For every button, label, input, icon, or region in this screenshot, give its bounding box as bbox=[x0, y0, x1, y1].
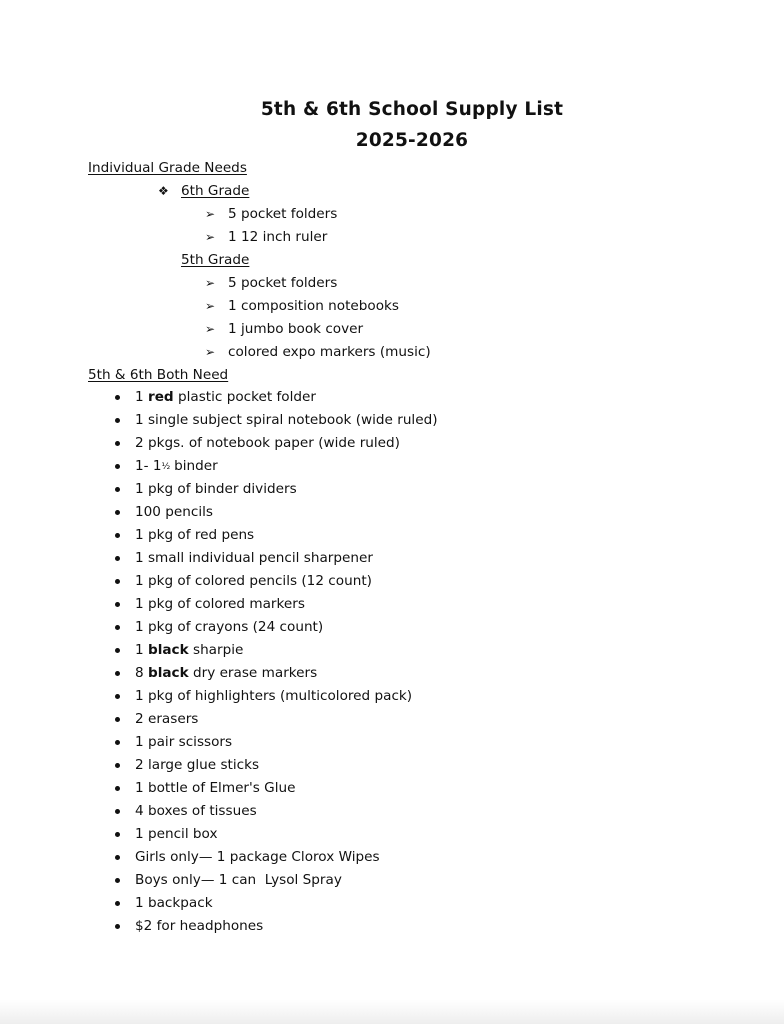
bullet-icon bbox=[115, 648, 120, 653]
grade6-item: 5 pocket folders bbox=[228, 206, 338, 222]
bullet-icon bbox=[115, 487, 120, 492]
grade5-item: 5 pocket folders bbox=[228, 275, 338, 291]
grade5-item: 1 jumbo book cover bbox=[228, 321, 364, 337]
bullet-icon bbox=[115, 464, 120, 469]
bullet-icon bbox=[115, 395, 120, 400]
list-item: 1 pkg of crayons (24 count) bbox=[135, 619, 324, 635]
bullet-icon bbox=[115, 556, 120, 561]
bullet-icon bbox=[115, 832, 120, 837]
arrow-bullet-icon: ➢ bbox=[205, 207, 216, 221]
bullet-icon bbox=[115, 786, 120, 791]
school-year: 2025-2026 bbox=[355, 130, 469, 151]
list-item: 2 pkgs. of notebook paper (wide ruled) bbox=[135, 435, 400, 451]
list-item: 1 small individual pencil sharpener bbox=[135, 550, 373, 566]
grade5-heading: 5th Grade bbox=[181, 252, 250, 268]
list-item: 1 red plastic pocket folder bbox=[135, 389, 316, 405]
arrow-bullet-icon: ➢ bbox=[205, 345, 216, 359]
arrow-bullet-icon: ➢ bbox=[205, 230, 216, 244]
list-item: 1 bottle of Elmer's Glue bbox=[135, 780, 296, 796]
bullet-icon bbox=[115, 671, 120, 676]
list-item: 1 pencil box bbox=[135, 826, 218, 842]
arrow-bullet-icon: ➢ bbox=[205, 322, 216, 336]
grade5-item: 1 composition notebooks bbox=[228, 298, 400, 314]
list-item: 1 pkg of red pens bbox=[135, 527, 255, 543]
bullet-icon bbox=[115, 855, 120, 860]
list-item: 1 pair scissors bbox=[135, 734, 233, 750]
bullet-icon bbox=[115, 717, 120, 722]
list-item: Girls only— 1 package Clorox Wipes bbox=[135, 849, 380, 865]
page-bottom-edge bbox=[0, 1000, 784, 1024]
list-item: 1 backpack bbox=[135, 895, 213, 911]
bullet-icon bbox=[115, 602, 120, 607]
bullet-icon bbox=[115, 901, 120, 906]
list-item: 1 pkg of colored pencils (12 count) bbox=[135, 573, 372, 589]
grade6-item: 1 12 inch ruler bbox=[228, 229, 328, 245]
diamond-bullet-icon: ❖ bbox=[158, 184, 169, 198]
list-item: 1 pkg of binder dividers bbox=[135, 481, 297, 497]
list-item: 1 pkg of colored markers bbox=[135, 596, 305, 612]
bullet-icon bbox=[115, 441, 120, 446]
list-item: 100 pencils bbox=[135, 504, 213, 520]
grade6-heading: 6th Grade bbox=[181, 183, 250, 199]
list-item: 2 large glue sticks bbox=[135, 757, 260, 773]
individual-grade-needs-heading: Individual Grade Needs bbox=[88, 160, 247, 176]
list-item: 8 black dry erase markers bbox=[135, 665, 318, 681]
list-item: Boys only— 1 can Lysol Spray bbox=[135, 872, 342, 888]
bullet-icon bbox=[115, 763, 120, 768]
list-item: 4 boxes of tissues bbox=[135, 803, 257, 819]
list-item: 1 pkg of highlighters (multicolored pack) bbox=[135, 688, 413, 704]
list-item: $2 for headphones bbox=[135, 918, 264, 934]
bullet-icon bbox=[115, 625, 120, 630]
grade5-item: colored expo markers (music) bbox=[228, 344, 431, 360]
bullet-icon bbox=[115, 694, 120, 699]
bullet-icon bbox=[115, 878, 120, 883]
arrow-bullet-icon: ➢ bbox=[205, 276, 216, 290]
bullet-icon bbox=[115, 418, 120, 423]
bullet-icon bbox=[115, 533, 120, 538]
bullet-icon bbox=[115, 510, 120, 515]
page-title: 5th & 6th School Supply List bbox=[260, 99, 564, 120]
bullet-icon bbox=[115, 924, 120, 929]
bullet-icon bbox=[115, 579, 120, 584]
list-item: 1 single subject spiral notebook (wide ruled) bbox=[135, 412, 438, 428]
bullet-icon bbox=[115, 809, 120, 814]
bullet-icon bbox=[115, 740, 120, 745]
arrow-bullet-icon: ➢ bbox=[205, 299, 216, 313]
both-need-heading: 5th & 6th Both Need bbox=[88, 367, 229, 383]
list-item: 1- 1½ binder bbox=[135, 458, 218, 474]
list-item: 2 erasers bbox=[135, 711, 199, 727]
list-item: 1 black sharpie bbox=[135, 642, 244, 658]
